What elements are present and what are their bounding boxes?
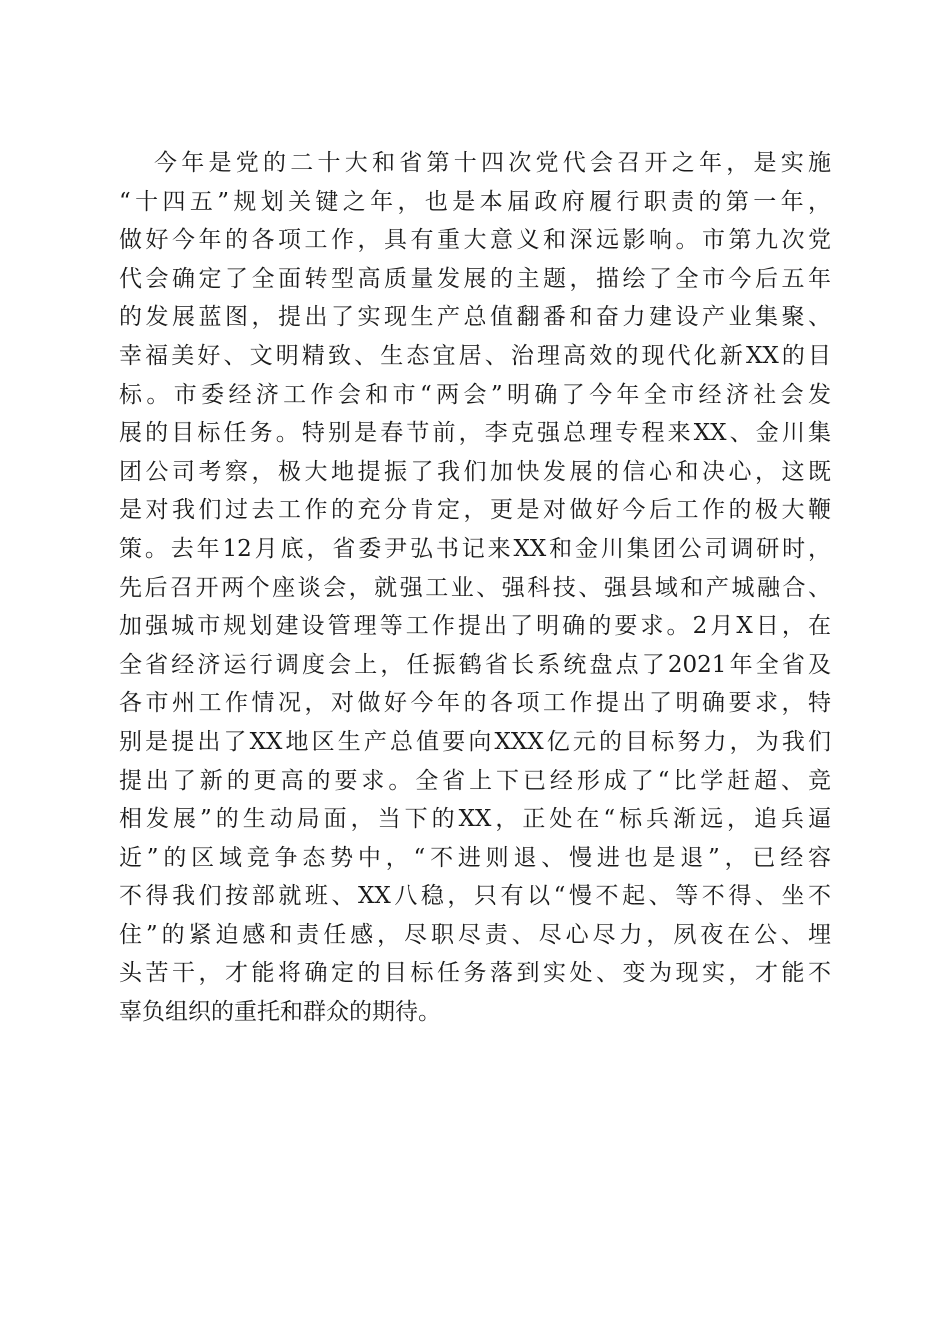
paragraph-line: 策。去年12月底，省委尹弘书记来XX和金川集团公司调研时， xyxy=(119,535,831,562)
paragraph-line: 全省经济运行调度会上，任振鹤省长系统盘点了2021年全省及 xyxy=(119,651,831,678)
paragraph-line: 的发展蓝图，提出了实现生产总值翻番和奋力建设产业集聚、 xyxy=(119,304,831,331)
paragraph-line: 辜负组织的重托和群众的期待。 xyxy=(119,999,441,1026)
paragraph-line: 幸福美好、文明精致、生态宜居、治理高效的现代化新XX的目 xyxy=(119,342,831,369)
paragraph-line: 是对我们过去工作的充分肯定，更是对做好今后工作的极大鞭 xyxy=(119,497,831,524)
paragraph-line: 近”的区域竞争态势中，“不进则退、慢进也是退”，已经容 xyxy=(119,844,831,871)
paragraph-line: 代会确定了全面转型高质量发展的主题，描绘了全市今后五年 xyxy=(119,265,831,292)
paragraph-line: 不得我们按部就班、XX八稳，只有以“慢不起、等不得、坐不 xyxy=(119,883,831,910)
paragraph-line: 相发展”的生动局面，当下的XX，正处在“标兵渐远，追兵逼 xyxy=(119,806,831,833)
paragraph-line: 别是提出了XX地区生产总值要向XXX亿元的目标努力，为我们 xyxy=(119,728,831,755)
paragraph-line: 头苦干，才能将确定的目标任务落到实处、变为现实，才能不 xyxy=(119,960,831,987)
body-paragraph xyxy=(119,144,831,1032)
paragraph-line: 提出了新的更高的要求。全省上下已经形成了“比学赶超、竞 xyxy=(119,767,831,794)
paragraph-line: 住”的紧迫感和责任感，尽职尽责、尽心尽力，夙夜在公、埋 xyxy=(119,921,831,948)
paragraph-line: 做好今年的各项工作，具有重大意义和深远影响。市第九次党 xyxy=(119,227,831,254)
paragraph-line: 加强城市规划建设管理等工作提出了明确的要求。2月X日，在 xyxy=(119,613,831,640)
paragraph-line: 展的目标任务。特别是春节前，李克强总理专程来XX、金川集 xyxy=(119,420,831,447)
paragraph-line: 先后召开两个座谈会，就强工业、强科技、强县域和产城融合、 xyxy=(119,574,831,601)
paragraph-line: 团公司考察，极大地提振了我们加快发展的信心和决心，这既 xyxy=(119,458,831,485)
paragraph-line: 各市州工作情况，对做好今年的各项工作提出了明确要求，特 xyxy=(119,690,831,717)
paragraph-line: 标。市委经济工作会和市“两会”明确了今年全市经济社会发 xyxy=(119,381,831,408)
paragraph-line: “十四五”规划关键之年，也是本届政府履行职责的第一年， xyxy=(119,188,831,215)
paragraph-line: 今年是党的二十大和省第十四次党代会召开之年，是实施 xyxy=(154,150,831,176)
